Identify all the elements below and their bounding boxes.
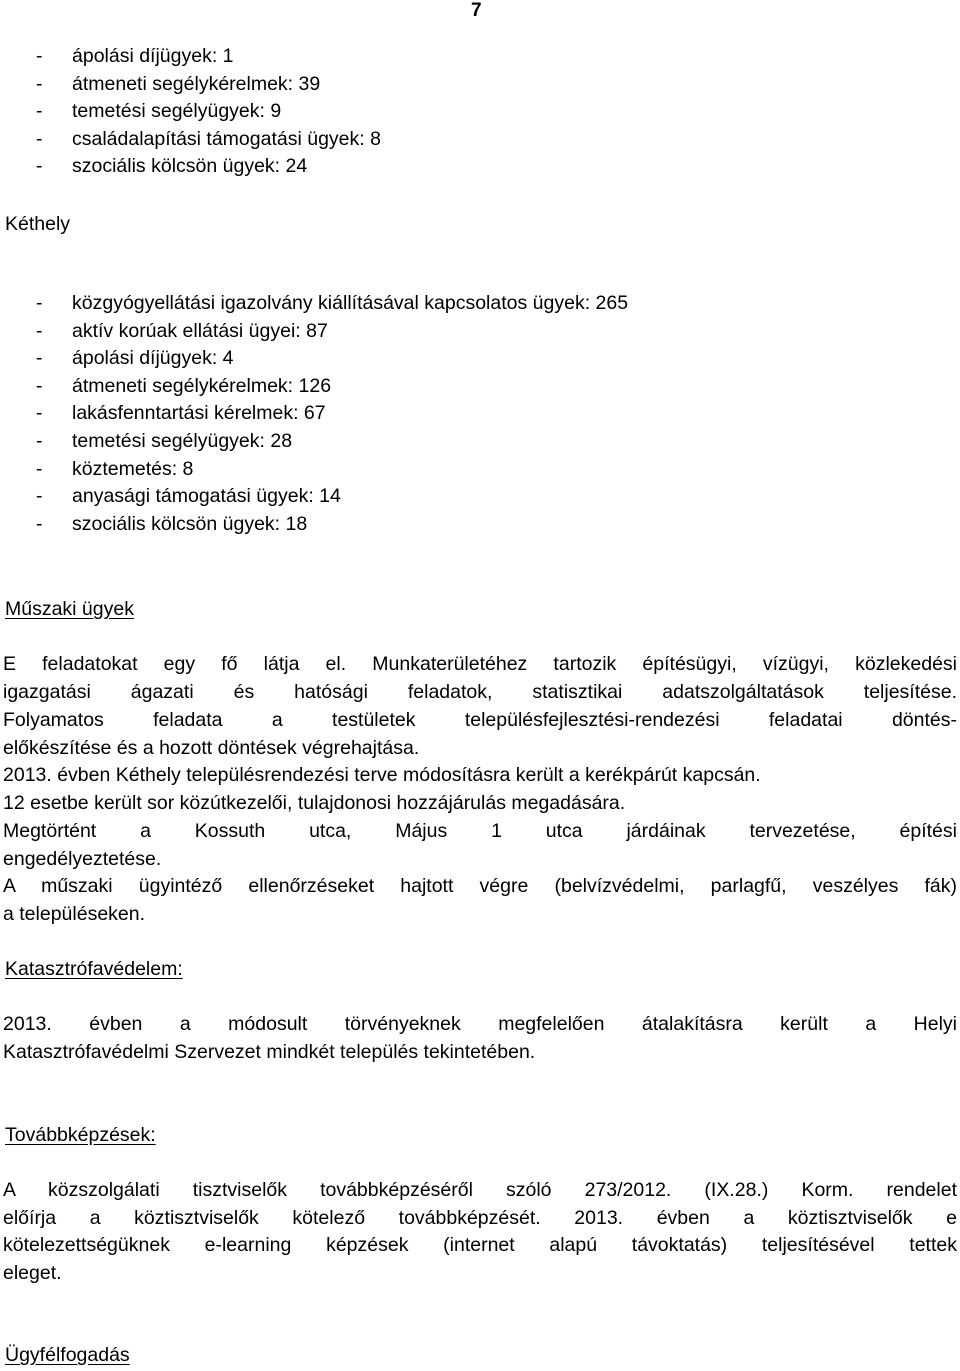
paragraph-line: Megtörtént a Kossuth utca, Május 1 utca járdáinak tervezetése, építési: [3, 820, 957, 842]
paragraph-line: Katasztrófavédelmi Szervezet mindkét település tekintetében.: [3, 1041, 536, 1063]
paragraph-line: A közszolgálati tisztviselők továbbképzéséről szóló 273/2012. (IX.28.) Korm. rendelet: [3, 1179, 957, 1201]
paragraph-line: a településeken.: [3, 903, 146, 925]
paragraph-line: engedélyeztetése.: [3, 848, 162, 870]
paragraph-line: előkészítése és a hozott döntések végrehajtása.: [3, 737, 420, 759]
paragraph-line: E feladatokat egy fő látja el. Munkaterületéhez tartozik építésügyi, vízügyi, közlekedési: [3, 653, 957, 675]
paragraph-line: igazgatási ágazati és hatósági feladatok, statisztikai adatszolgáltatások teljesítése.: [3, 681, 957, 703]
technical-affairs-heading: Műszaki ügyek: [5, 598, 134, 620]
paragraph-line: 12 esetbe került sor közútkezelői, tulajdonosi hozzájárulás megadására.: [3, 792, 626, 814]
paragraph-line: 2013. évben Kéthely településrendezési terve módosításra került a kerékpárút kapcsán.: [3, 764, 761, 786]
paragraph-line: eleget.: [3, 1262, 62, 1284]
paragraph-line: kötelezettségüknek e-learning képzések (internet alapú távoktatás) teljesítésével tettek: [3, 1234, 957, 1256]
disaster-management-heading: Katasztrófavédelem:: [5, 958, 183, 980]
page-number: 7: [471, 0, 482, 21]
paragraph-line: A műszaki ügyintéző ellenőrzéseket hajtott végre (belvízvédelmi, parlagfű, veszélyes fák): [3, 875, 957, 897]
paragraph-line: Folyamatos feladata a testületek településfejlesztési-rendezési feladatai döntés-: [3, 709, 957, 731]
paragraph-line: előírja a köztisztviselők kötelező továbbképzését. 2013. évben a köztisztviselők e: [3, 1207, 957, 1229]
paragraph-line: 2013. évben a módosult törvényeknek megfelelően átalakításra került a Helyi: [3, 1013, 957, 1035]
client-reception-heading: Ügyfélfogadás: [5, 1344, 130, 1366]
kethely-heading: Kéthely: [5, 213, 71, 235]
training-heading: Továbbképzések:: [5, 1124, 156, 1146]
